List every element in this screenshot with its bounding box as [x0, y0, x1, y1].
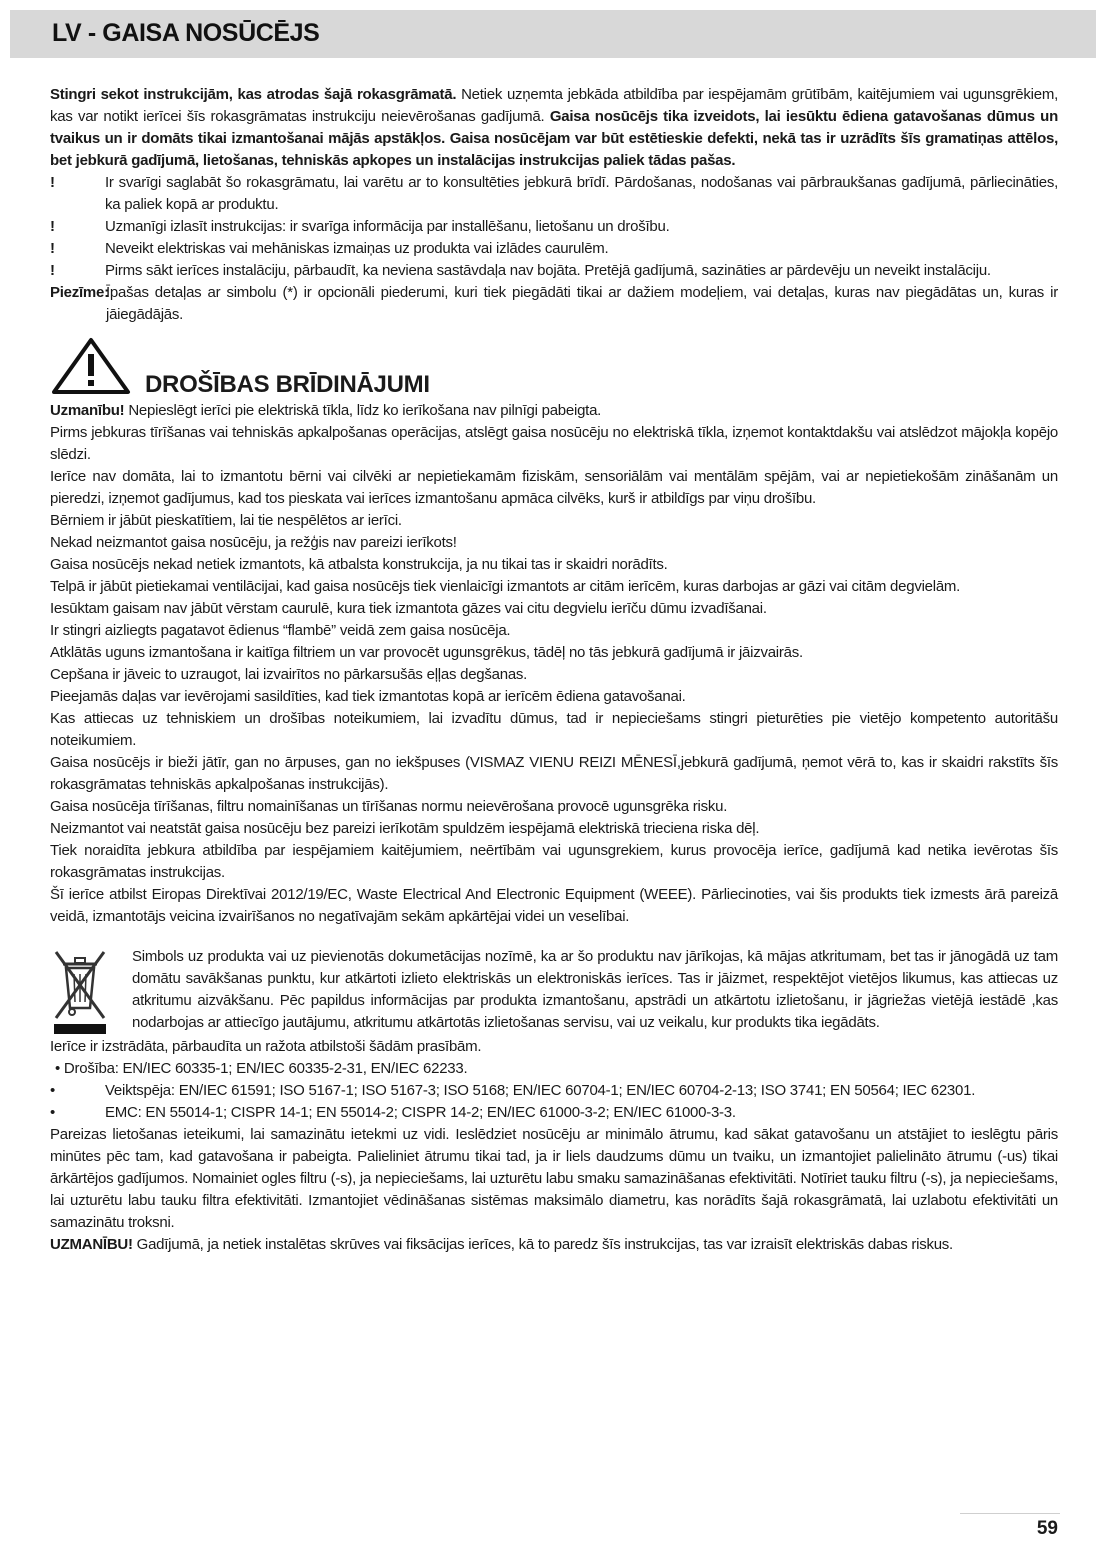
- safety-paragraph: Gaisa nosūcējs ir bieži jātīr, gan no ārpuses, gan no iekšpuses (VISMAZ VIENU REIZI MĒNESĪ,jebkurā gadījumā, ņemot vērā to, kas ir skaidri rakstīts šīs rokasgrāmatas tehniskās apkalpošanas instrukcijās).: [50, 754, 1058, 793]
- safety-heading: [50, 336, 1058, 400]
- intro-text-a: Netiek uzņemta jebkāda atbildība par iespējamām grūtībām, kaitējumiem vai ugunsgrēkiem, kas var notikt ierīcei šīs rokasgrāmatas instrukciju neievērošanas gadījumā.: [50, 86, 1058, 125]
- safety-paragraph: Gaisa nosūcēja tīrīšanas, filtru nomainīšanas un tīrīšanas normu neievērošana provocē ugunsgrēka risku.: [50, 798, 728, 815]
- safety-paragraph: Kas attiecas uz tehniskiem un drošības noteikumiem, lai izvadītu dūmus, tad ir nepieciešams stingri pieturēties pie vietējo kompetento autoritāšu noteikumiem.: [50, 710, 1058, 749]
- intro-bullet: ! Pirms sākt ierīces instalāciju, pārbaudīt, ka neviena sastāvdaļa nav bojāta. Pretējā gadījumā, sazināties ar pārdevēju un neveikt instalāciju.: [50, 260, 1058, 282]
- warning-triangle-icon: [50, 336, 132, 396]
- header-bar: [10, 10, 1096, 58]
- exclamation-mark: !: [50, 174, 55, 191]
- crossed-bin-icon: [50, 946, 110, 1036]
- safety-paragraph: Ir stingri aizliegts pagatavot ēdienus “flambē” veidā zem gaisa nosūcēja.: [50, 622, 511, 639]
- safety-paragraph: Tiek noraidīta jebkura atbildība par iespējamiem kaitējumiem, neērtībām vai ugunsgrekiem, kurus provocēja ierīce, gadījumā kad netika ievērotas šīs rokasgrāmatas instrukcijas.: [50, 842, 1058, 881]
- safety-paragraph: Iesūktam gaisam nav jābūt vērstam caurulē, kura tiek izmantota gāzes vai citu degvielu ierīču dūmu izvadīšanai.: [50, 600, 767, 617]
- bullet-dot: •: [50, 1104, 56, 1121]
- bullet-dot: •: [50, 1082, 56, 1099]
- note-text: Īpašas detaļas ar simbolu (*) ir opcionāli piederumi, kuri tiek piegādāti tikai ar dažiem modeļiem, vai detaļas, kuras nav piegādātas un, kuras ir jāiegādājās.: [106, 284, 1058, 323]
- safety-paragraph: Pirms jebkuras tīrīšanas vai tehniskās apkalpošanas operācijas, atslēgt gaisa nosūcēju no elektriskā tīkla, izņemot kontaktdakšu vai atslēdzot mājokļa kopējo slēdzi.: [50, 424, 1058, 463]
- intro-paragraph: [50, 84, 1058, 172]
- note-label: Piezīme:: [50, 284, 109, 301]
- safety-title: DROŠĪBAS BRĪDINĀJUMI: [145, 371, 430, 398]
- safety-paragraph: Nekad neizmantot gaisa nosūcēju, ja režģis nav pareizi ierīkots!: [50, 534, 457, 551]
- safety-paragraph: Gaisa nosūcējs nekad netiek izmantots, kā atbalsta konstrukcija, ja nu tikai tas ir skaidri norādīts.: [50, 556, 668, 573]
- intro-bold-b: Gaisa nosūcējs tika izveidots, lai iesūktu ēdiena gatavošanas dūmus un tvaikus un ir domāts tikai izmantošanai mājās apstākļos. Gaisa nosūcējam var būt estētieskie defekti, nekā tas ir uzrādīts šīs gramatiņas attēlos, bet jebkurā gadījumā, lietošanas, tehniskās apkopes un instalācijas instrukcijas paliek tādas pašas.: [50, 108, 1058, 169]
- safety-paragraph: Bērniem ir jābūt pieskatītiem, lai tie nespēlētos ar ierīci.: [50, 512, 402, 529]
- footer-rule: [960, 1513, 1060, 1514]
- page-title: LV - GAISA NOSŪCĒJS: [52, 19, 320, 47]
- safety-paragraph: Ierīce nav domāta, lai to izmantotu bērni vai cilvēki ar nepietiekamām fiziskām, sensoriālām vai mentālām spējām, vai ar nepietiekošām zināšanām un pieredzi, izņemot gadījumus, kad tos pieskata vai ierīces izmantošanu apmāca cilvēks, kurš ir atbildīgs par viņu drošību.: [50, 468, 1058, 507]
- safety-paragraph: Cepšana ir jāveic to uzraugot, lai izvairītos no pārkarsušās eļļas degšanas.: [50, 666, 528, 683]
- note: [50, 282, 1058, 326]
- safety-paragraph: Šī ierīce atbilst Eiropas Direktīvai 2012/19/EC, Waste Electrical And Electronic Equipment (WEEE). Pārliecinoties, vai šis produkts tiek izmests ārā pareizā veidā, izmantotājs veicina izvairīšanos no negatīvajām sekām apkārtējai videi un veselībai.: [50, 886, 1058, 925]
- content: [50, 84, 1058, 1256]
- standards-emc: • EMC: EN 55014-1; CISPR 14-1; EN 55014-2; CISPR 14-2; EN/IEC 61000-3-2; EN/IEC 61000-3-3.: [50, 1102, 1058, 1124]
- attention-label: Uzmanību!: [50, 402, 125, 419]
- weee-text: Simbols uz produkta vai uz pievienotās dokumetācijas nozīmē, ka ar šo produktu nav jārīkojas, kā mājas atkritumam, bet tas ir jānogādā uz tam domātu savākšanas punktu, kur atkārtoti izlieto elektriskās un elektroniskās ierīces. Tas ir jāizmet, respektējot vietējos likumus, kas attiecas uz atkritumu aizvākšanu. Pēc papildus informācijas par produkta izmantošanu, apstrādi un atkārtotu izlietošanu, ir jāgriežas vietējā iestādē ,kas nodarbojas ar attiecīgo jautājumu, atkritumu atkārtotās izlietošanas servisu, vai uz veikalu, kur produkts tika iegādāts.: [132, 948, 1058, 1031]
- intro-bold-a: Stingri sekot instrukcijām, kas atrodas šajā rokasgrāmatā.: [50, 86, 457, 103]
- safety-paragraph: Neizmantot vai neatstāt gaisa nosūcēju bez pareizi ierīkotām spuldzēm iespējamā elektriskā trieciena riska dēļ.: [50, 820, 760, 837]
- standards-performance: • Veiktspēja: EN/IEC 61591; ISO 5167-1; ISO 5167-3; ISO 5168; EN/IEC 60704-1; EN/IEC 60704-2-13; ISO 3741; EN 50564; IEC 62301.: [50, 1080, 1058, 1102]
- advice-paragraph: Pareizas lietošanas ieteikumi, lai samazinātu ietekmi uz vidi. Ieslēdziet nosūcēju ar minimālo ātrumu, kad sākat gatavošanu un atstājiet to ieslēgtu pāris minūtes pēc tam, kad gatavošana ir pabeigta. Palieliniet ātrumu tikai tad, ja ir liels daudzums dūmu un tvaiku, un izmantojiet palielināto ātrumu (-us) tikai ārkārtējos gadījumos. Nomainiet ogles filtru (-s), ja nepieciešams, lai uzturētu labu smaku samazināšanas efektivitāti. Notīriet tauku filtru (-s), ja nepieciešams, lai uzturētu labu tauku filtra efektivitāti. Izmantojiet vēdināšanas sistēmas maksimālo diametru, kas norādīts šajā rokasgrāmatā, lai uzlabotu efektivitāti un samazinātu troksni.: [50, 1126, 1058, 1231]
- weee-section: [50, 946, 1058, 1036]
- safety-paragraph: Telpā ir jābūt pietiekamai ventilācijai, kad gaisa nosūcējs tiek vienlaicīgi izmantots ar citām ierīcēm, kuras darbojas ar gāzi vai citām degvielām.: [50, 578, 961, 595]
- intro-bullet: ! Neveikt elektriskas vai mehāniskas izmaiņas uz produkta vai izlādes caurulēm.: [50, 238, 1058, 260]
- caution-label: UZMANĪBU!: [50, 1236, 133, 1253]
- caution-paragraph: UZMANĪBU! Gadījumā, ja netiek instalētas skrūves vai fiksācijas ierīces, kā to paredz šīs instrukcijas, tas var izraisīt elektriskās dabas riskus.: [50, 1236, 953, 1253]
- safety-paragraph: Atklātās uguns izmantošana ir kaitīga filtriem un var provocēt ugunsgrēkus, tādēļ no tās jebkurā gadījumā ir jāizvairās.: [50, 644, 803, 661]
- exclamation-mark: !: [50, 240, 55, 257]
- attention-paragraph: Uzmanību! Nepieslēgt ierīci pie elektriskā tīkla, līdz ko ierīkošana nav pilnīgi pabeigta.: [50, 402, 602, 419]
- exclamation-mark: !: [50, 218, 55, 235]
- intro-bullet: ! Uzmanīgi izlasīt instrukcijas: ir svarīga informācija par installēšanu, lietošanu un drošību.: [50, 216, 1058, 238]
- page-number: 59: [1036, 1518, 1058, 1539]
- standards-intro: Ierīce ir izstrādāta, pārbaudīta un ražota atbilstoši šādām prasībām.: [50, 1038, 482, 1055]
- safety-paragraph: Pieejamās daļas var ievērojami sasildīties, kad tiek izmantotas kopā ar ierīcēm ēdiena gatavošanai.: [50, 688, 686, 705]
- standards-safety: • Drošība: EN/IEC 60335-1; EN/IEC 60335-2-31, EN/IEC 62233.: [55, 1060, 468, 1077]
- exclamation-mark: !: [50, 262, 55, 279]
- intro-bullet: ! Ir svarīgi saglabāt šo rokasgrāmatu, lai varētu ar to konsultēties jebkurā brīdī. Pārdošanas, nodošanas vai pārbraukšanas gadījumā, pārliecināties, ka paliek kopā ar produktu.: [50, 174, 1058, 213]
